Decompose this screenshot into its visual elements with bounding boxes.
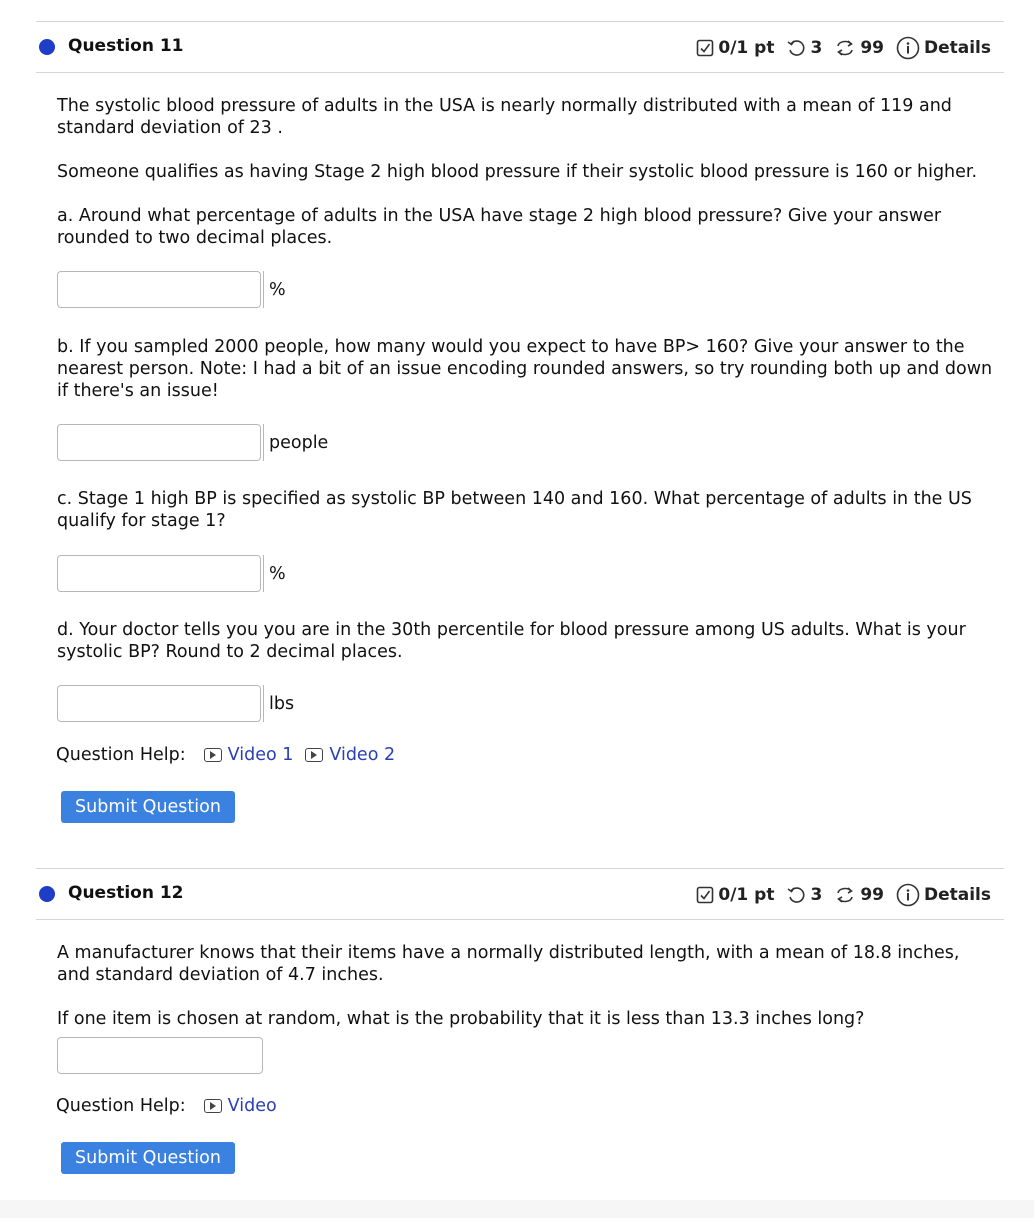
retry-icon (786, 39, 806, 57)
video-link[interactable] (204, 1095, 277, 1117)
submit-question-button[interactable]: Submit Question (61, 1142, 235, 1174)
question-11 (36, 21, 1004, 817)
question-help (56, 1095, 289, 1117)
answer-row-a (57, 271, 286, 308)
question-meta (696, 883, 991, 907)
part-a-text: a. Around what percentage of adults in the USA have stage 2 high blood pressure? Give your answer rounded to two decimal places. (57, 206, 942, 248)
page-footer-strip (0, 1200, 1034, 1218)
score-text: 0/1 pt (718, 885, 775, 905)
retries-group (786, 885, 822, 905)
answer-row (57, 1037, 263, 1074)
score-group (696, 38, 774, 58)
part-b-text: b. If you sampled 2000 people, how many would you expect to have BP> 160? Give your answer to the nearest person. Note: I had a bit of an issue encoding rounded answers, so try rounding both up and down if there's an issue! (57, 337, 993, 401)
retries-text: 3 (810, 885, 823, 905)
retry-icon (786, 886, 806, 904)
score-group (696, 885, 774, 905)
checkbox-icon (696, 886, 714, 904)
part-c-text: c. Stage 1 high BP is specified as systolic BP between 140 and 160. What percentage of adults in the US qualify for stage 1? (57, 489, 972, 531)
status-dot-icon (39, 39, 55, 55)
attempts-text: 99 (860, 885, 884, 905)
info-icon (896, 883, 920, 907)
unit-label: lbs (263, 685, 294, 722)
question-title: Question 12 (68, 883, 184, 903)
attempts-group (834, 885, 884, 905)
answer-input-b[interactable] (57, 424, 261, 461)
question-text: Someone qualifies as having Stage 2 high blood pressure if their systolic blood pressure is 160 or higher. (57, 162, 978, 182)
details-label: Details (923, 38, 991, 58)
unit-label: people (263, 424, 328, 461)
answer-row-b (57, 424, 328, 461)
play-icon (305, 748, 323, 762)
answer-input-a[interactable] (57, 271, 261, 308)
score-text: 0/1 pt (718, 38, 775, 58)
answer-row-d (57, 685, 294, 722)
play-icon (204, 748, 222, 762)
question-meta (696, 36, 991, 60)
unit-label: % (263, 555, 286, 592)
question-header (36, 21, 1004, 73)
question-title: Question 11 (68, 36, 184, 56)
question-text: A manufacturer knows that their items have a normally distributed length, with a mean of 18.8 inches, and standard deviation of 4.7 inches. (57, 943, 960, 985)
video-link-label: Video 1 (227, 745, 294, 765)
status-dot-icon (39, 886, 55, 902)
attempts-icon (834, 38, 856, 58)
part-d-text: d. Your doctor tells you you are in the 30th percentile for blood pressure among US adults. What is your systolic BP? Round to 2 decimal places. (57, 620, 966, 662)
retries-text: 3 (810, 38, 823, 58)
help-label: Question Help: (56, 1096, 186, 1116)
answer-input-c[interactable] (57, 555, 261, 592)
attempts-group (834, 38, 884, 58)
info-icon (896, 36, 920, 60)
details-label: Details (923, 885, 991, 905)
submit-question-button[interactable]: Submit Question (61, 791, 235, 823)
unit-label: % (263, 271, 286, 308)
details-button[interactable] (896, 36, 991, 60)
video-link-2[interactable] (305, 744, 395, 766)
help-label: Question Help: (56, 745, 186, 765)
question-help (56, 744, 407, 766)
answer-row-c (57, 555, 286, 592)
details-button[interactable] (896, 883, 991, 907)
video-link-label: Video (227, 1096, 277, 1116)
play-icon (204, 1099, 222, 1113)
attempts-text: 99 (860, 38, 884, 58)
question-12 (36, 868, 1004, 1168)
retries-group (786, 38, 822, 58)
video-link-1[interactable] (204, 744, 294, 766)
video-link-label: Video 2 (329, 745, 396, 765)
attempts-icon (834, 885, 856, 905)
answer-input-d[interactable] (57, 685, 261, 722)
question-text: The systolic blood pressure of adults in the USA is nearly normally distributed with a mean of 119 and standard deviation of 23 . (57, 96, 952, 138)
checkbox-icon (696, 39, 714, 57)
answer-input[interactable] (57, 1037, 263, 1074)
question-text: If one item is chosen at random, what is the probability that it is less than 13.3 inches long? (57, 1009, 865, 1029)
question-header (36, 868, 1004, 920)
